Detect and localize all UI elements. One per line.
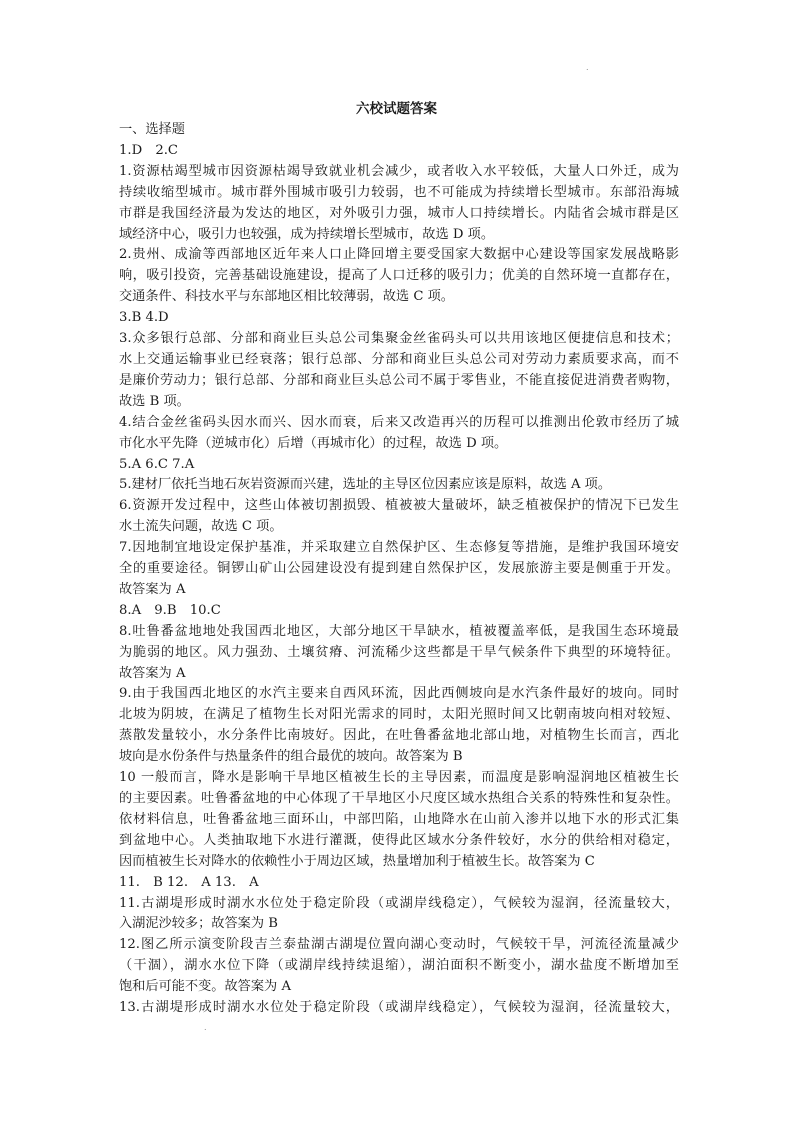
explanation-line: 4.结合金丝雀码头因水而兴、因水而衰，后来又改造再兴的历程可以推测出伦敦市经历了城	[119, 414, 679, 430]
explanation-line: 入湖泥沙较多；故答案为 B	[119, 916, 278, 932]
explanation-line: 为脆弱的地区。风力强劲、土壤贫瘠、河流稀少这些都是干旱气候条件下典型的环境特征。	[119, 644, 679, 660]
explanation-line: 故选 B 项。	[119, 393, 190, 409]
explanation-line: 11.古湖堤形成时湖水水位处于稳定阶段（或湖岸线稳定），气候较为湿润，径流量较大，	[119, 895, 679, 911]
explanation-line: 蒸散发量较小，水分条件比南坡好。因此，在吐鲁番盆地北部山地，对植物生长而言，西北	[119, 728, 679, 744]
explanation-line: 到盆地中心。人类抽取地下水进行灌溉，使得此区域水分条件较好，水分的供给相对稳定，	[119, 832, 679, 848]
scan-mark: .	[586, 63, 589, 72]
answer-key: 8.A 9.B 10.C	[119, 602, 221, 618]
explanation-line: 12.图乙所示演变阶段吉兰泰盐湖古湖堤位置向湖心变动时，气候较干旱，河流径流量减少	[119, 937, 679, 953]
explanation-line: 13.古湖堤形成时湖水水位处于稳定阶段（或湖岸线稳定），气候较为湿润，径流量较大，	[119, 1000, 679, 1016]
explanation-line: 饱和后可能不变。故答案为 A	[119, 979, 291, 995]
answer-key: 11. B 12. A 13. A	[119, 874, 259, 890]
explanation-line: 6.资源开发过程中，这些山体被切割损毁、植被被大量破坏，缺乏植被保护的情况下已发生	[119, 498, 679, 514]
section-heading: 一、选择题	[119, 122, 185, 137]
explanation-line: 北坡为阴坡，在满足了植物生长对阳光需求的同时，太阳光照时间又比朝南坡向相对较短、	[119, 707, 679, 723]
explanation-line: 坡向是水份条件与热量条件的组合最优的坡向。故答案为 B	[119, 749, 463, 765]
explanation-line: 故答案为 A	[119, 665, 186, 681]
explanation-line: 3.众多银行总部、分部和商业巨头总公司集聚金丝雀码头可以共用该地区便捷信息和技术；	[119, 331, 679, 347]
explanation-line: 全的重要途径。铜锣山矿山公园建设没有提到建自然保护区，发展旅游主要是侧重于开发。	[119, 561, 679, 577]
answer-key: 5.A 6.C 7.A	[119, 456, 195, 472]
explanation-line: 5.建材厂依托当地石灰岩资源而兴建，选址的主导区位因素应该是原料，故选 A 项。	[119, 477, 612, 493]
explanation-line: 水上交通运输事业已经衰落；银行总部、分部和商业巨头总公司对劳动力素质要求高，而不	[119, 351, 679, 367]
explanation-line: 市群是我国经济最为发达的地区，对外吸引力强，城市人口持续增长。内陆省会城市群是区	[119, 205, 679, 221]
answer-key: 3.B 4.D	[119, 310, 169, 326]
explanation-line: 域经济中心，吸引力也较强，成为持续增长型城市，故选 D 项。	[119, 226, 495, 242]
explanation-line: 1.资源枯竭型城市因资源枯竭导致就业机会减少，或者收入水平较低，大量人口外迁，成为	[119, 163, 679, 179]
explanation-line: 9.由于我国西北地区的水汽主要来自西风环流，因此西侧坡向是水汽条件最好的坡向。同时	[119, 686, 679, 702]
explanation-line: 故答案为 A	[119, 581, 186, 597]
explanation-line: 因而植被生长对降水的依赖性小于周边区域，热量增加利于植被生长。故答案为 C	[119, 853, 595, 869]
explanation-line: 的主要因素。吐鲁番盆地的中心体现了干旱地区小尺度区域水热组合关系的特殊性和复杂性。	[119, 791, 679, 806]
explanation-line: 7.因地制宜地设定保护基准，并采取建立自然保护区、生态修复等措施，是维护我国环境安	[119, 540, 679, 556]
explanation-line: 交通条件、科技水平与东部地区相比较薄弱，故选 C 项。	[119, 289, 454, 305]
explanation-line: 2.贵州、成渝等西部地区近年来人口止降回增主要受国家大数据中心建设等国家发展战略影	[119, 247, 679, 263]
explanation-line: 依材料信息，吐鲁番盆地三面环山，中部凹陷，山地降水在山前入渗并以地下水的形式汇集	[119, 811, 679, 827]
scan-mark: .	[204, 1023, 207, 1032]
explanation-line: 是廉价劳动力；银行总部、分部和商业巨头总公司不属于零售业，不能直接促进消费者购物，	[119, 372, 679, 388]
explanation-line: 10 一般而言，降水是影响干旱地区植被生长的主导因素，而温度是影响湿润地区植被生长	[119, 770, 679, 786]
explanation-line: 8.吐鲁番盆地地处我国西北地区，大部分地区干旱缺水，植被覆盖率低，是我国生态环境最	[119, 623, 679, 639]
explanation-line: 响，吸引投资，完善基础设施建设，提高了人口迁移的吸引力；优美的自然环境一直都存在，	[119, 268, 679, 284]
answer-body	[119, 120, 679, 1019]
explanation-line: （干涸），湖水水位下降（或湖岸线持续退缩），湖泊面积不断变小，湖水盐度不断增加至	[119, 958, 679, 974]
explanation-line: 水土流失问题，故选 C 项。	[119, 519, 283, 535]
answer-key: 1.D 2.C	[119, 142, 179, 158]
explanation-line: 市化水平先降（逆城市化）后增（再城市化）的过程，故选 D 项。	[119, 435, 508, 451]
explanation-line: 持续收缩型城市。城市群外围城市吸引力较弱，也不可能成为持续增长型城市。东部沿海城	[119, 184, 679, 200]
page-title: 六校试题答案	[356, 101, 437, 117]
